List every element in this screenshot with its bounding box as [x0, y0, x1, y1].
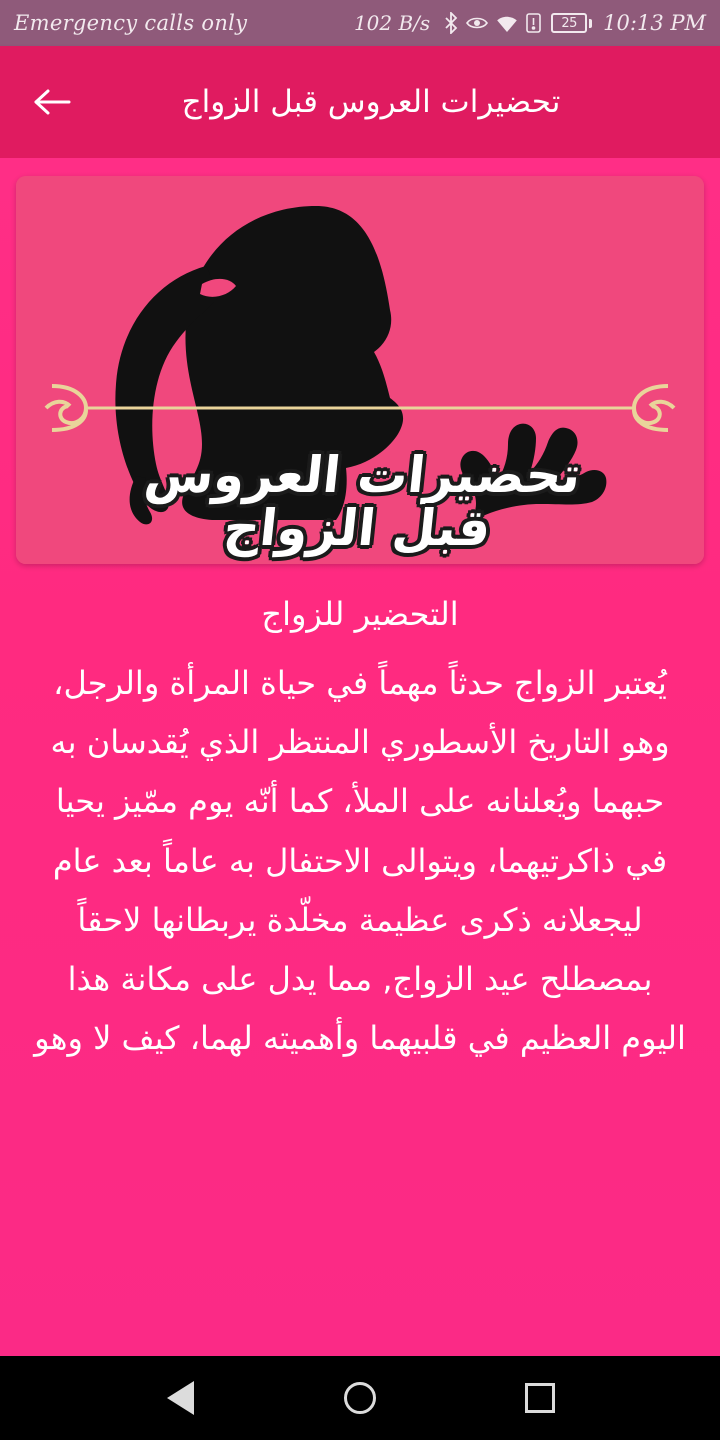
hero-title-line-1: تحضيرات العروس — [141, 446, 584, 504]
bluetooth-icon — [444, 12, 458, 34]
hero-title — [16, 446, 704, 557]
article-body: يُعتبر الزواج حدثاً مهماً في حياة المرأة والرجل، وهو التاريخ الأسطوري المنتظر الذي يُقدسان به حبهما ويُعلنانه على الملأ، كما أنّه يوم ممّيز يحيا في ذاكرتيهما، ويتوالى الاحتفال به عاماً بعد عام ليجعلانه ذكرى عظيمة مخلّدة يربطانها لاحقاً بمصطلح عيد الزواج, مما يدل على مكانة هذا اليوم العظيم في قلبيهما وأهميته لهما، كيف لا وهو — [34, 664, 686, 1058]
carrier-label: Emergency calls only — [14, 11, 248, 35]
battery-icon — [551, 13, 592, 33]
triangle-back-icon — [167, 1381, 194, 1415]
hero-title-line-2: قبل الزواج — [220, 498, 494, 557]
back-nav-button[interactable] — [157, 1375, 203, 1421]
wifi-icon — [496, 15, 518, 32]
hero-image-card — [16, 176, 704, 564]
system-navigation-bar — [0, 1356, 720, 1440]
alarm-eye-icon — [466, 15, 488, 31]
circle-home-icon — [344, 1382, 376, 1414]
article-heading: التحضير للزواج — [261, 595, 459, 633]
article — [16, 590, 704, 1068]
network-speed-label: 102 B/s — [353, 11, 431, 35]
back-arrow-icon[interactable] — [26, 76, 78, 128]
home-nav-button[interactable] — [337, 1375, 383, 1421]
page-title: تحضيرات العروس قبل الزواج — [181, 84, 561, 120]
status-bar — [0, 0, 720, 46]
recents-nav-button[interactable] — [517, 1375, 563, 1421]
app-bar — [0, 46, 720, 158]
battery-level-label: 25 — [551, 13, 587, 33]
article-scroll-container[interactable] — [0, 158, 720, 1356]
battery-cap — [589, 19, 592, 28]
clock-label: 10:13 PM — [603, 11, 706, 35]
sim-alert-icon — [526, 13, 541, 33]
square-recents-icon — [525, 1383, 555, 1413]
